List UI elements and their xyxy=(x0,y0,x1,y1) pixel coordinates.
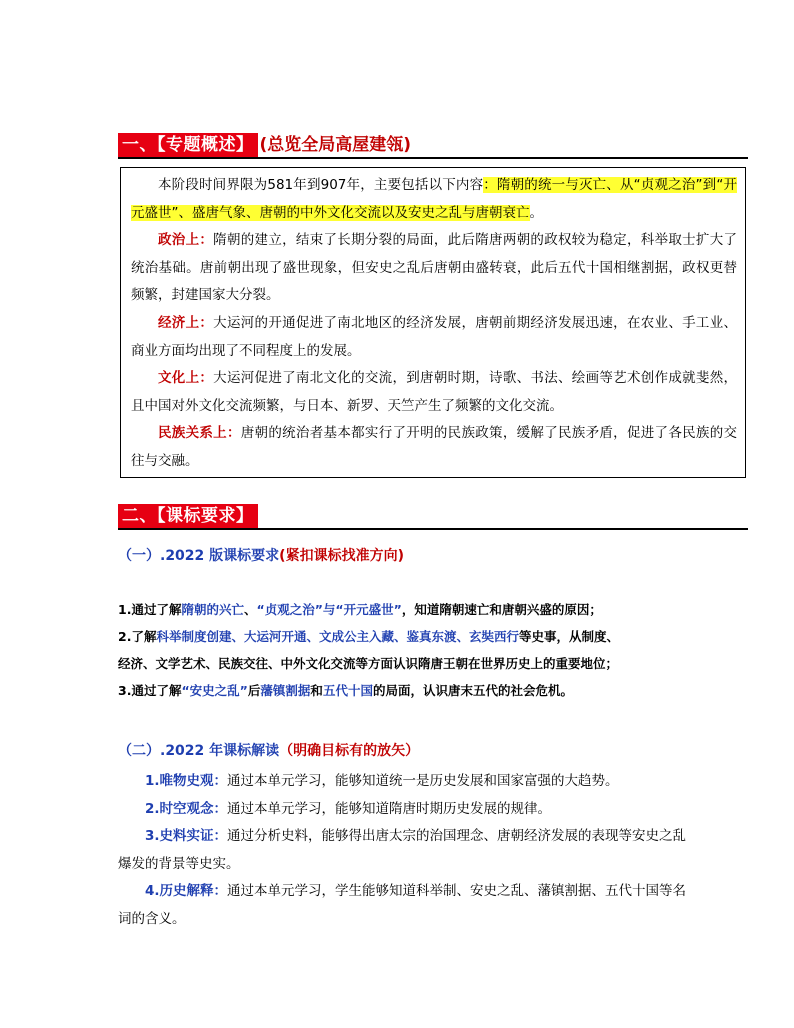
section-1-rule xyxy=(118,157,748,159)
section-1-subtitle: (总览全局高屋建瓴) xyxy=(259,135,412,155)
ethnic-label: 民族关系上： xyxy=(158,425,241,442)
std1-a: 1.通过了解 xyxy=(118,602,182,617)
interp1-text: 通过本单元学习，能够知道统一是历史发展和国家富强的大趋势。 xyxy=(227,773,619,789)
std2-c: 等史事，从制度、 xyxy=(518,629,619,644)
std3-d: 藩镇割据 xyxy=(260,683,311,698)
standard-item-2-cont xyxy=(118,650,678,677)
overview-intro xyxy=(131,172,737,227)
interpretation-item-1 xyxy=(118,768,698,796)
std3-c: 后 xyxy=(247,683,261,698)
standards-heading xyxy=(118,545,404,565)
section-1-label: 一、【专题概述】 xyxy=(118,133,258,157)
std1-c: 、 xyxy=(243,602,257,617)
culture-text: 大运河促进了南北文化的交流，到唐朝时期，诗歌、书法、绘画等艺术创作成就斐然，且中国对外文化交流频繁，与日本、新罗、天竺产生了频繁的文化交流。 xyxy=(131,370,737,414)
std3-b: “安史之乱” xyxy=(181,683,248,698)
politics-label: 政治上： xyxy=(158,232,214,249)
interp2-text: 通过本单元学习，能够知道隋唐时期历史发展的规律。 xyxy=(227,800,552,817)
intro-text: 本阶段时间界限为581年到907年，主要包括以下内容 xyxy=(158,177,484,193)
overview-culture xyxy=(131,365,737,420)
overview-economy xyxy=(131,310,737,365)
std1-b: 隋朝的兴亡 xyxy=(181,602,244,617)
interpretation-item-2 xyxy=(118,796,698,824)
std1-d: “贞观之治”与“开元盛世” xyxy=(256,602,402,617)
interpretation-heading-sub: （明确目标有的放矢） xyxy=(279,743,420,759)
interp1-label: 1.唯物史观： xyxy=(145,773,228,789)
interpretation-list xyxy=(118,768,698,933)
interp2-label: 2.时空观念： xyxy=(145,800,228,817)
overview-ethnic xyxy=(131,420,737,475)
interpretation-heading xyxy=(118,740,419,760)
overview-box xyxy=(120,167,746,478)
intro-highlight-a: ：隋朝的统一与灭亡、从“贞观之 xyxy=(483,177,682,193)
std2-d: 经济、文学艺术、民族交往、中外文化交流等方面认识隋唐王朝在世界历史上的重要地位； xyxy=(118,656,619,671)
economy-label: 经济上： xyxy=(158,314,214,331)
intro-highlight-b: 治”到“开元盛世”、盛唐气象、唐朝的中外文化交流以及安史之乱与唐朝衰亡 xyxy=(131,177,737,221)
section-2-label: 二、【课标要求】 xyxy=(118,504,258,528)
interp4-label: 4.历史解释： xyxy=(145,883,228,899)
standards-heading-sub: (紧扣课标找准方向) xyxy=(279,548,404,564)
intro-end: 。 xyxy=(529,204,543,221)
standards-heading-main: （一）.2022 版课标要求 xyxy=(118,548,280,564)
culture-label: 文化上： xyxy=(158,370,214,387)
politics-text: 隋朝的建立，结束了长期分裂的局面，此后隋唐两朝的政权较为稳定，科举取士扩大了统治基础。唐前朝出现了盛世现象，但安史之乱后唐朝由盛转衰，此后五代十国相继割据，政权更替频繁，封建国家大分裂。 xyxy=(131,232,737,304)
section-1-header xyxy=(118,133,411,157)
section-2-header xyxy=(118,504,258,528)
interp4-text: 通过本单元学习，学生能够知道科举制、安史之乱、藩镇割据、五代十国等名词的含义。 xyxy=(118,883,687,927)
std2-b: 科举制度创建、大运河开通、文成公主入藏、鉴真东渡、玄奘西行 xyxy=(156,629,519,644)
interp3-text: 通过分析史料，能够得出唐太宗的治国理念、唐朝经济发展的表现等安史之乱爆发的背景等史实。 xyxy=(118,828,687,872)
ethnic-text: 唐朝的统治者基本都实行了开明的民族政策，缓解了民族矛盾，促进了各民族的交往与交融。 xyxy=(131,425,738,469)
std3-f: 五代十国 xyxy=(322,683,373,698)
std1-e: ，知道隋朝速亡和唐朝兴盛的原因； xyxy=(401,602,602,617)
standard-item-2 xyxy=(118,623,678,650)
section-2-rule xyxy=(118,528,748,530)
interpretation-item-3 xyxy=(118,823,698,878)
interp3-label: 3.史料实证： xyxy=(145,828,228,844)
std2-a: 2.了解 xyxy=(118,629,157,644)
standards-list xyxy=(118,596,678,704)
std3-g: 的局面，认识唐末五代的社会危机。 xyxy=(372,683,573,698)
standard-item-1 xyxy=(118,596,678,623)
overview-politics xyxy=(131,227,737,310)
economy-text: 大运河的开通促进了南北地区的经济发展，唐朝前期经济发展迅速，在农业、手工业、商业方面均出现了不同程度上的发展。 xyxy=(131,314,737,359)
interpretation-item-4 xyxy=(118,878,698,933)
std3-e: 和 xyxy=(310,683,323,698)
standard-item-3 xyxy=(118,677,678,704)
std3-a: 3.通过了解 xyxy=(118,683,182,698)
interpretation-heading-main: （二）.2022 年课标解读 xyxy=(118,743,280,759)
